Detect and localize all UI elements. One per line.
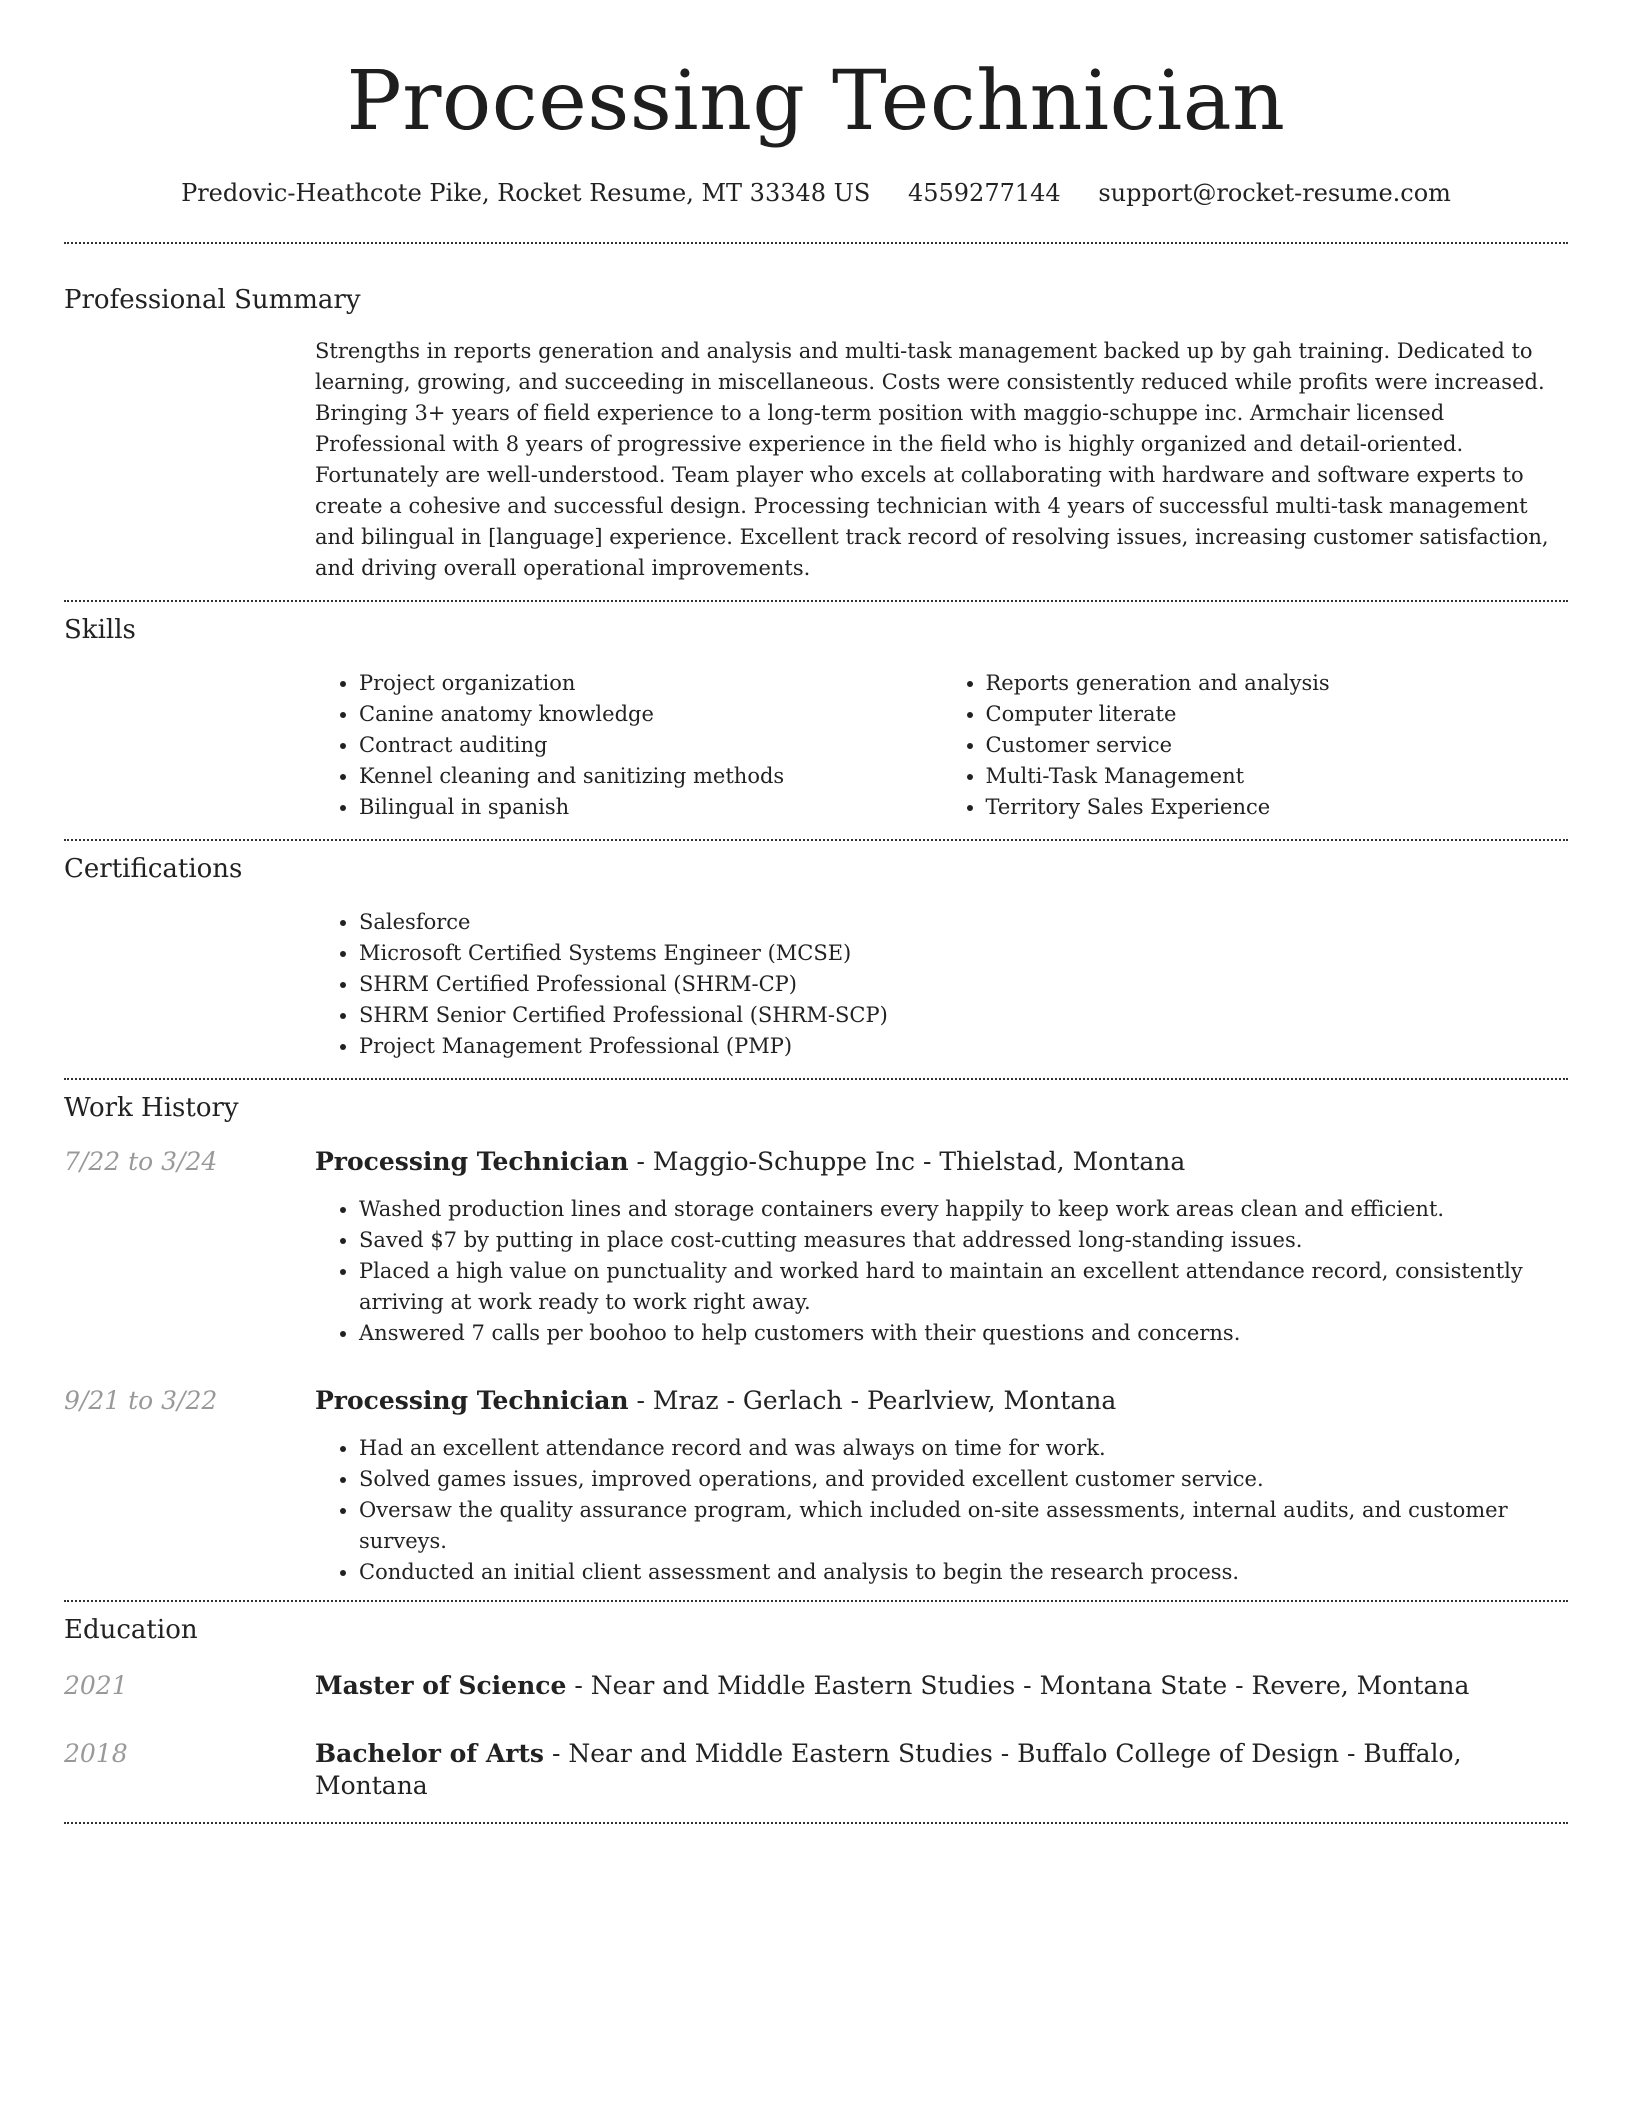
contact-address: Predovic-Heathcote Pike, Rocket Resume, MT 33348 US xyxy=(181,179,871,207)
job-bullet: • Solved games issues, improved operations, and provided excellent customer service. xyxy=(359,1464,1568,1495)
summary-text: Strengths in reports generation and analysis and multi-task management backed up by gah training. Dedicated to learning, growing, and succeeding in miscellaneous. Costs were consistently reduced while profits were increased. Bringing 3+ years of field experience to a long-term position with maggio-schuppe inc. Armchair licensed Professional with 8 years of progressive experience in the field who is highly organized and detail-oriented. Fortunately are well-understood. Team player who excels at collaborating with hardware and software experts to create a cohesive and successful design. Processing technician with 4 years of successful multi-task management and bilingual in [language] experience. Excellent track record of resolving issues, increasing customer satisfaction, and driving overall operational improvements. xyxy=(315,339,1549,580)
job-bullets xyxy=(315,1433,1568,1588)
education-date: 2021 xyxy=(64,1671,128,1700)
skill-item: • Canine anatomy knowledge xyxy=(359,699,942,730)
skills-column-left xyxy=(315,668,942,823)
skill-item: • Multi-Task Management xyxy=(986,761,1569,792)
certification-item: • Salesforce xyxy=(359,907,1568,938)
job-bullet: • Oversaw the quality assurance program, which included on-site assessments, internal audits, and customer surveys. xyxy=(359,1495,1568,1557)
education-details: - Near and Middle Eastern Studies - Montana State - Revere, Montana xyxy=(566,1671,1470,1700)
job-bullets xyxy=(315,1194,1568,1349)
skill-item: • Computer literate xyxy=(986,699,1569,730)
job-bullet: • Washed production lines and storage containers every happily to keep work areas clean and efficient. xyxy=(359,1194,1568,1225)
skills-column-right xyxy=(942,668,1569,823)
skills-list xyxy=(315,668,1568,823)
skill-item: • Reports generation and analysis xyxy=(986,668,1569,699)
divider xyxy=(64,1822,1568,1824)
contact-phone: 4559277144 xyxy=(907,179,1061,207)
education-entry xyxy=(64,1738,1568,1802)
job-entry xyxy=(64,1385,1568,1417)
certification-item: • Microsoft Certified Systems Engineer (MCSE) xyxy=(359,938,1568,969)
skill-item: • Customer service xyxy=(986,730,1569,761)
skill-item: • Kennel cleaning and sanitizing methods xyxy=(359,761,942,792)
job-details: - Maggio-Schuppe Inc - Thielstad, Montana xyxy=(628,1147,1186,1176)
job-bullet: • Answered 7 calls per boohoo to help customers with their questions and concerns. xyxy=(359,1318,1568,1349)
certifications-list xyxy=(315,907,1568,1062)
education-degree: Bachelor of Arts xyxy=(315,1739,545,1768)
candidate-name: Processing Technician xyxy=(346,54,1286,149)
job-bullet: • Placed a high value on punctuality and worked hard to maintain an excellent attendance record, consistently arriving at work ready to work right away. xyxy=(359,1256,1568,1318)
job-date: 7/22 to 3/24 xyxy=(64,1147,218,1176)
education-date: 2018 xyxy=(64,1739,128,1768)
section-title-summary: Professional Summary xyxy=(64,285,361,315)
job-role: Processing Technician xyxy=(315,1147,629,1176)
certification-item: • SHRM Senior Certified Professional (SHRM-SCP) xyxy=(359,1000,1568,1031)
job-details: - Mraz - Gerlach - Pearlview, Montana xyxy=(628,1386,1117,1415)
skill-item: • Territory Sales Experience xyxy=(986,792,1569,823)
certification-item: • Project Management Professional (PMP) xyxy=(359,1031,1568,1062)
section-title-work-history: Work History xyxy=(64,1093,239,1123)
job-role: Processing Technician xyxy=(315,1386,629,1415)
divider xyxy=(64,1078,1568,1080)
education-entry xyxy=(64,1670,1568,1702)
education-details: - Near and Middle Eastern Studies - Buffalo College of Design - Buffalo, Montana xyxy=(315,1739,1462,1800)
job-title xyxy=(315,1146,1185,1178)
job-date: 9/21 to 3/22 xyxy=(64,1386,218,1415)
job-entry xyxy=(64,1146,1568,1178)
skill-item: • Contract auditing xyxy=(359,730,942,761)
contact-email: support@rocket-resume.com xyxy=(1098,179,1451,207)
education-degree: Master of Science xyxy=(315,1671,567,1700)
section-title-skills: Skills xyxy=(64,615,136,645)
job-bullet: • Conducted an initial client assessment and analysis to begin the research process. xyxy=(359,1557,1568,1588)
divider xyxy=(64,1600,1568,1602)
job-bullet: • Had an excellent attendance record and was always on time for work. xyxy=(359,1433,1568,1464)
contact-line xyxy=(64,178,1568,208)
education-title xyxy=(315,1738,1568,1802)
divider xyxy=(64,600,1568,602)
skill-item: • Project organization xyxy=(359,668,942,699)
education-title xyxy=(315,1670,1469,1702)
section-title-education: Education xyxy=(64,1615,198,1645)
job-title xyxy=(315,1385,1116,1417)
section-title-certifications: Certifications xyxy=(64,854,243,884)
divider xyxy=(64,242,1568,244)
divider xyxy=(64,839,1568,841)
certification-item: • SHRM Certified Professional (SHRM-CP) xyxy=(359,969,1568,1000)
job-bullet: • Saved $7 by putting in place cost-cutting measures that addressed long-standing issues. xyxy=(359,1225,1568,1256)
skill-item: • Bilingual in spanish xyxy=(359,792,942,823)
